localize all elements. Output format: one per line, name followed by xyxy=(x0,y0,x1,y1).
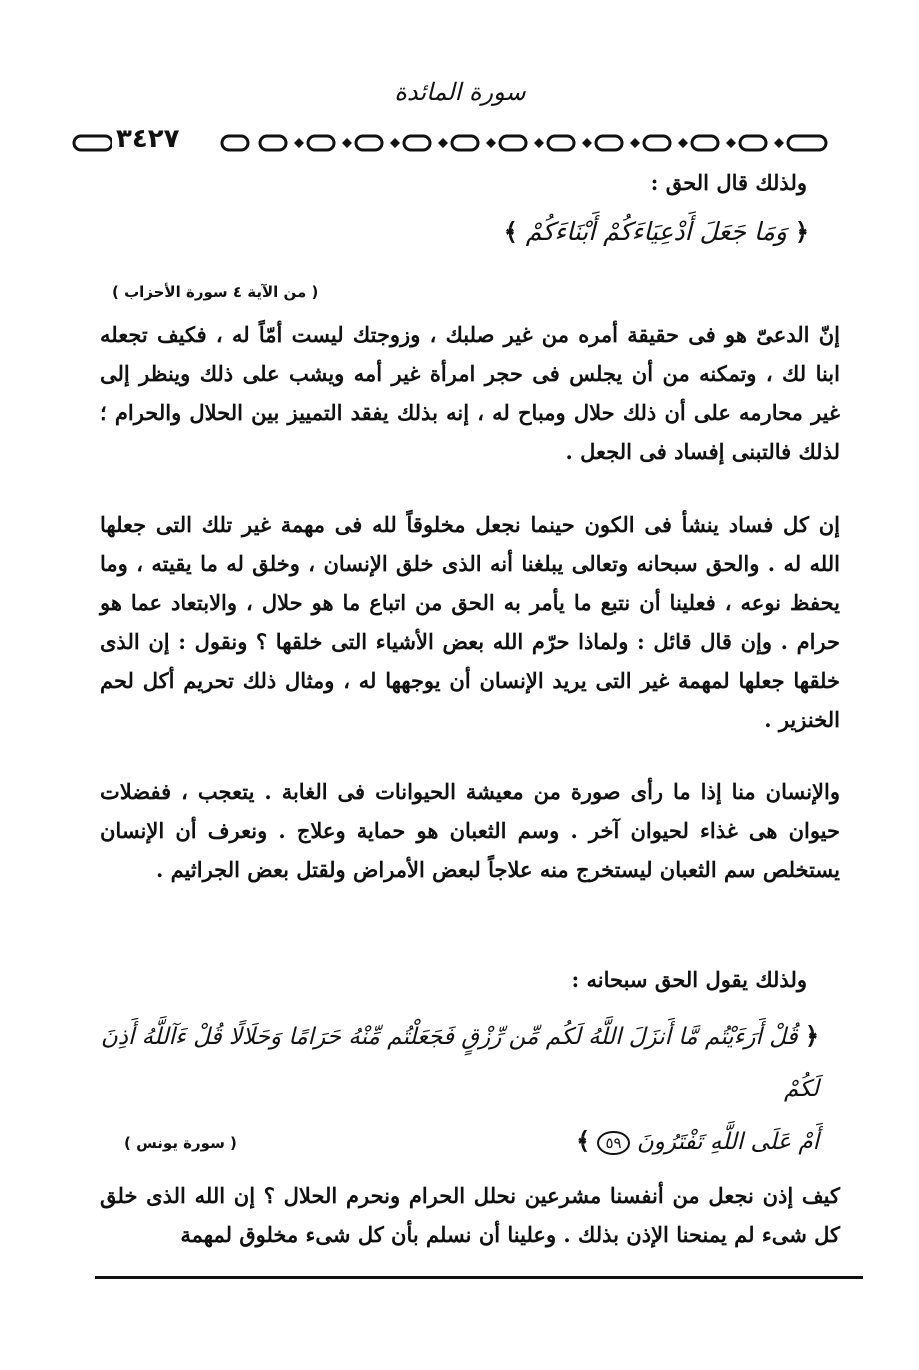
verse-text-line-1: قُلْ أَرَءَيْتُم مَّا أَنزَلَ اللَّهُ لَكُم مِّن رِّزْقٍ فَجَعَلْتُم مِّنْهُ حَرَامًا وَحَلَالًا قُلْ ءَآللَّهُ أَذِنَ لَكُمْ xyxy=(100,1024,819,1102)
quran-verse-1 xyxy=(109,206,809,258)
verse-number-mark: ٥٩ xyxy=(597,1131,629,1155)
verse-text-line-2: أَمْ عَلَى اللَّهِ تَفْتَرُونَ xyxy=(636,1129,819,1155)
page-number: ٣٤٢٧ xyxy=(112,124,183,154)
closing-paragraph: كيف إذن نجعل من أنفسنا مشرعين نحلل الحرام ونحرم الحلال ؟ إن الله الذى خلق كل شىء لم يمنحنا الإذن بذلك . وعلينا أن نسلم بأن كل شىء مخلوق لمهمة xyxy=(100,1183,840,1247)
verse-intro-1: ولذلك قال الحق : xyxy=(650,170,807,195)
paragraph-1: إنّ الدعىّ هو فى حقيقة أمره من غير صلبك ، وزوجتك ليست أمّاً له ، فكيف تجعله ابنا لك ، وتمكنه من أن يجلس فى حجر امرأة غير أمه ويشب على ذلك وينظر إلى غير محارمه على أن ذلك حلال ومباح له ، إنه بذلك يفقد التمييز بين الحلال والحرام ؛ لذلك فالتبنى إفساد فى الجعل . xyxy=(100,322,840,464)
verse-line-1 xyxy=(79,1010,819,1115)
surah-title: سورة المائدة xyxy=(394,78,526,106)
verse-intro-2: ولذلك يقول الحق سبحانه : xyxy=(571,967,807,992)
verse-close-bracket: ﴾ xyxy=(503,218,518,246)
verse-text: وَمَا جَعَلَ أَدْعِيَاءَكُمْ أَبْنَاءَكُمْ xyxy=(525,217,787,246)
verse-open-bracket: ﴿ xyxy=(794,218,809,246)
verse-reference-1: ( من الآية ٤ سورة الأحزاب ) xyxy=(112,283,319,301)
verse-open-bracket: ﴿ xyxy=(804,1022,819,1050)
verse-close-bracket: ﴾ xyxy=(576,1127,591,1155)
verse-reference-2: ( سورة يونس ) xyxy=(124,1134,237,1152)
footer-rule xyxy=(95,1276,863,1279)
paragraph-3: والإنسان منا إذا ما رأى صورة من معيشة الحيوانات فى الغابة . يتعجب ، ففضلات حيوان هى غذاء لحيوان آخر . وسم الثعبان هو حماية وعلاج . ونعرف أن الإنسان يستخلص سم الثعبان ليستخرج منه علاجاً لبعض الأمراض ولقتل بعض الجراثيم . xyxy=(100,779,840,882)
paragraph-2: إن كل فساد ينشأ فى الكون حينما نجعل مخلوقاً لله فى مهمة غير تلك التى جعلها الله له . والحق سبحانه وتعالى يبلغنا أنه الذى خلق الإنسان ، وخلق له ما يقيته ، وما يحفظ نوعه ، فعلينا أن نتبع ما يأمر به الحق من اتباع ما هو حلال ، والابتعاد عما هو حرام . وإن قال قائل : ولماذا حرّم الله بعض الأشياء التى خلقها ؟ ونقول : إن الذى خلقها جعلها لمهمة غير التى يريد الإنسان أن يوجهها له ، ومثال ذلك تحريم أكل لحم الخنزير . xyxy=(100,512,840,732)
ornamental-header-rule xyxy=(72,126,842,160)
